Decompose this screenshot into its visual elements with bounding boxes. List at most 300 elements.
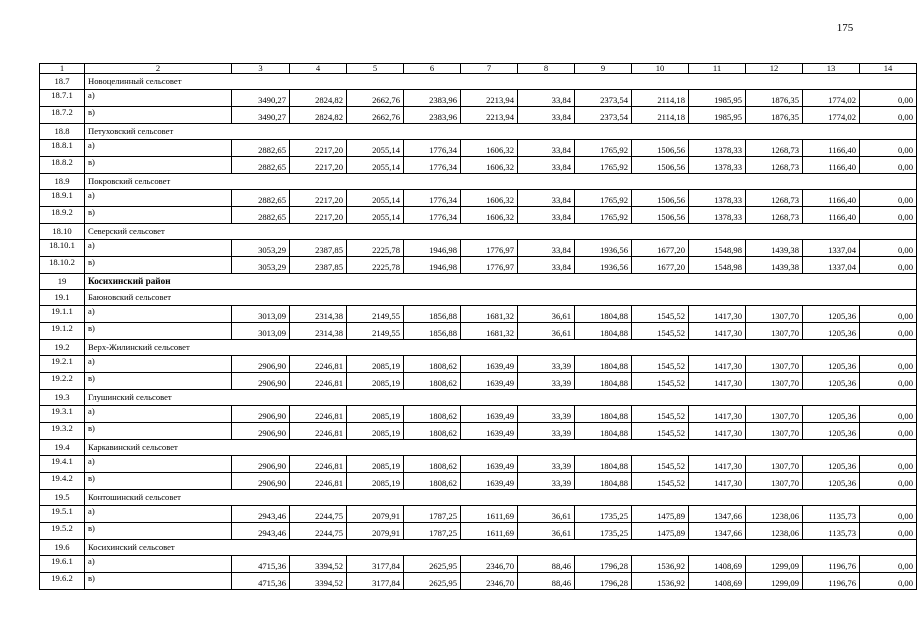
value-cell: 1536,92 xyxy=(632,556,689,573)
value-cell: 2225,78 xyxy=(347,240,404,257)
value-cell: 1735,25 xyxy=(575,506,632,523)
value-cell: 2085,19 xyxy=(347,423,404,440)
value-cell: 1774,02 xyxy=(803,90,860,107)
value-cell: 1205,36 xyxy=(803,473,860,490)
section-row xyxy=(40,290,917,306)
value-cell: 1378,33 xyxy=(689,140,746,157)
value-cell: 1606,32 xyxy=(461,157,518,174)
value-cell: 2662,76 xyxy=(347,107,404,124)
value-cell: 1205,36 xyxy=(803,306,860,323)
value-cell: 2943,46 xyxy=(232,506,290,523)
value-cell: 2114,18 xyxy=(632,107,689,124)
section-row xyxy=(40,390,917,406)
row-code: 19.3.2 xyxy=(40,423,85,440)
table-row xyxy=(40,240,917,257)
value-cell: 1611,69 xyxy=(461,506,518,523)
value-cell: 1166,40 xyxy=(803,157,860,174)
value-cell: 1408,69 xyxy=(689,556,746,573)
value-cell: 3394,52 xyxy=(290,556,347,573)
value-cell: 0,00 xyxy=(860,356,917,373)
value-cell: 1946,98 xyxy=(404,257,461,274)
value-cell: 0,00 xyxy=(860,373,917,390)
row-label: а) xyxy=(85,306,232,323)
value-cell: 2625,95 xyxy=(404,556,461,573)
row-label: а) xyxy=(85,506,232,523)
value-cell: 1307,70 xyxy=(746,306,803,323)
value-cell: 3013,09 xyxy=(232,323,290,340)
row-code: 19.6.2 xyxy=(40,573,85,590)
value-cell: 2244,75 xyxy=(290,506,347,523)
table-row xyxy=(40,306,917,323)
section-row xyxy=(40,440,917,456)
value-cell: 2217,20 xyxy=(290,207,347,224)
value-cell: 1765,92 xyxy=(575,207,632,224)
section-label: Косихинский район xyxy=(85,274,917,290)
value-cell: 1378,33 xyxy=(689,190,746,207)
table-row xyxy=(40,207,917,224)
value-cell: 2055,14 xyxy=(347,207,404,224)
value-cell: 1417,30 xyxy=(689,456,746,473)
value-cell: 1765,92 xyxy=(575,140,632,157)
value-cell: 1735,25 xyxy=(575,523,632,540)
value-cell: 1337,04 xyxy=(803,240,860,257)
row-code: 18.7 xyxy=(40,74,85,90)
value-cell: 33,84 xyxy=(518,207,575,224)
value-cell: 1808,62 xyxy=(404,356,461,373)
value-cell: 3490,27 xyxy=(232,107,290,124)
row-code: 19.3.1 xyxy=(40,406,85,423)
value-cell: 33,39 xyxy=(518,356,575,373)
value-cell: 1639,49 xyxy=(461,373,518,390)
value-cell: 1796,28 xyxy=(575,573,632,590)
column-header: 7 xyxy=(461,64,518,74)
value-cell: 1307,70 xyxy=(746,356,803,373)
table-row xyxy=(40,107,917,124)
table-row xyxy=(40,190,917,207)
row-label: в) xyxy=(85,257,232,274)
value-cell: 3053,29 xyxy=(232,257,290,274)
value-cell: 1196,76 xyxy=(803,573,860,590)
value-cell: 0,00 xyxy=(860,306,917,323)
row-label: а) xyxy=(85,406,232,423)
value-cell: 1936,56 xyxy=(575,240,632,257)
column-header: 1 xyxy=(40,64,85,74)
row-label: в) xyxy=(85,107,232,124)
value-cell: 2213,94 xyxy=(461,90,518,107)
column-header: 5 xyxy=(347,64,404,74)
section-label: Каркавинский сельсовет xyxy=(85,440,917,456)
value-cell: 36,61 xyxy=(518,523,575,540)
value-cell: 1639,49 xyxy=(461,356,518,373)
column-header: 6 xyxy=(404,64,461,74)
value-cell: 0,00 xyxy=(860,107,917,124)
value-cell: 2943,46 xyxy=(232,523,290,540)
value-cell: 2217,20 xyxy=(290,157,347,174)
value-cell: 0,00 xyxy=(860,90,917,107)
value-cell: 2079,91 xyxy=(347,523,404,540)
value-cell: 1268,73 xyxy=(746,157,803,174)
value-cell: 1639,49 xyxy=(461,423,518,440)
row-label: а) xyxy=(85,356,232,373)
value-cell: 1268,73 xyxy=(746,207,803,224)
section-label: Верх-Жилинский сельсовет xyxy=(85,340,917,356)
section-label: Петуховский сельсовет xyxy=(85,124,917,140)
value-cell: 1268,73 xyxy=(746,190,803,207)
value-cell: 2383,96 xyxy=(404,90,461,107)
row-code: 19.4 xyxy=(40,440,85,456)
value-cell: 0,00 xyxy=(860,257,917,274)
value-cell: 1808,62 xyxy=(404,406,461,423)
row-code: 18.9.1 xyxy=(40,190,85,207)
value-cell: 2662,76 xyxy=(347,90,404,107)
value-cell: 33,84 xyxy=(518,190,575,207)
row-label: в) xyxy=(85,373,232,390)
row-code: 19.5.1 xyxy=(40,506,85,523)
value-cell: 3013,09 xyxy=(232,306,290,323)
header-row xyxy=(40,64,917,74)
table-row xyxy=(40,406,917,423)
value-cell: 1347,66 xyxy=(689,523,746,540)
value-cell: 1307,70 xyxy=(746,473,803,490)
value-cell: 1776,34 xyxy=(404,140,461,157)
value-cell: 3177,84 xyxy=(347,573,404,590)
value-cell: 33,39 xyxy=(518,373,575,390)
value-cell: 1548,98 xyxy=(689,257,746,274)
value-cell: 1417,30 xyxy=(689,306,746,323)
value-cell: 2824,82 xyxy=(290,107,347,124)
row-label: а) xyxy=(85,456,232,473)
value-cell: 1545,52 xyxy=(632,456,689,473)
value-cell: 2085,19 xyxy=(347,456,404,473)
value-cell: 1417,30 xyxy=(689,323,746,340)
table-row xyxy=(40,157,917,174)
value-cell: 1307,70 xyxy=(746,373,803,390)
column-header: 14 xyxy=(860,64,917,74)
value-cell: 1417,30 xyxy=(689,473,746,490)
value-cell: 33,84 xyxy=(518,157,575,174)
row-code: 18.10 xyxy=(40,224,85,240)
value-cell: 1417,30 xyxy=(689,406,746,423)
row-label: а) xyxy=(85,240,232,257)
section-row xyxy=(40,340,917,356)
value-cell: 1856,88 xyxy=(404,306,461,323)
section-row xyxy=(40,224,917,240)
section-label: Северский сельсовет xyxy=(85,224,917,240)
value-cell: 0,00 xyxy=(860,456,917,473)
value-cell: 1548,98 xyxy=(689,240,746,257)
value-cell: 1205,36 xyxy=(803,323,860,340)
column-header: 3 xyxy=(232,64,290,74)
column-header: 13 xyxy=(803,64,860,74)
row-label: в) xyxy=(85,323,232,340)
value-cell: 0,00 xyxy=(860,423,917,440)
value-cell: 1946,98 xyxy=(404,240,461,257)
value-cell: 2246,81 xyxy=(290,373,347,390)
value-cell: 1787,25 xyxy=(404,523,461,540)
value-cell: 1774,02 xyxy=(803,107,860,124)
row-label: в) xyxy=(85,523,232,540)
value-cell: 1606,32 xyxy=(461,190,518,207)
value-cell: 1876,35 xyxy=(746,90,803,107)
value-cell: 1776,97 xyxy=(461,240,518,257)
value-cell: 1536,92 xyxy=(632,573,689,590)
row-label: а) xyxy=(85,90,232,107)
table-row xyxy=(40,456,917,473)
data-table xyxy=(39,63,917,590)
value-cell: 2246,81 xyxy=(290,423,347,440)
value-cell: 1205,36 xyxy=(803,356,860,373)
column-header: 2 xyxy=(85,64,232,74)
value-cell: 1804,88 xyxy=(575,323,632,340)
section-row xyxy=(40,74,917,90)
value-cell: 0,00 xyxy=(860,140,917,157)
value-cell: 1804,88 xyxy=(575,373,632,390)
value-cell: 2906,90 xyxy=(232,456,290,473)
value-cell: 2246,81 xyxy=(290,473,347,490)
value-cell: 1205,36 xyxy=(803,423,860,440)
value-cell: 1804,88 xyxy=(575,473,632,490)
value-cell: 1804,88 xyxy=(575,306,632,323)
value-cell: 33,39 xyxy=(518,406,575,423)
value-cell: 1776,97 xyxy=(461,257,518,274)
value-cell: 1876,35 xyxy=(746,107,803,124)
value-cell: 1765,92 xyxy=(575,190,632,207)
value-cell: 1545,52 xyxy=(632,423,689,440)
row-code: 19.2 xyxy=(40,340,85,356)
section-row xyxy=(40,274,917,290)
value-cell: 33,84 xyxy=(518,257,575,274)
table-row xyxy=(40,356,917,373)
value-cell: 2387,85 xyxy=(290,257,347,274)
row-code: 18.8.1 xyxy=(40,140,85,157)
value-cell: 1166,40 xyxy=(803,207,860,224)
value-cell: 0,00 xyxy=(860,207,917,224)
row-code: 18.10.1 xyxy=(40,240,85,257)
value-cell: 2246,81 xyxy=(290,406,347,423)
value-cell: 1804,88 xyxy=(575,423,632,440)
row-code: 18.7.2 xyxy=(40,107,85,124)
value-cell: 1439,38 xyxy=(746,257,803,274)
row-code: 19.4.1 xyxy=(40,456,85,473)
value-cell: 2055,14 xyxy=(347,190,404,207)
table-row xyxy=(40,506,917,523)
value-cell: 1205,36 xyxy=(803,456,860,473)
value-cell: 2906,90 xyxy=(232,423,290,440)
row-code: 19.5.2 xyxy=(40,523,85,540)
value-cell: 1804,88 xyxy=(575,456,632,473)
value-cell: 1808,62 xyxy=(404,423,461,440)
value-cell: 1408,69 xyxy=(689,573,746,590)
value-cell: 2244,75 xyxy=(290,523,347,540)
section-row xyxy=(40,124,917,140)
value-cell: 1135,73 xyxy=(803,523,860,540)
value-cell: 1506,56 xyxy=(632,190,689,207)
row-code: 19.3 xyxy=(40,390,85,406)
value-cell: 2824,82 xyxy=(290,90,347,107)
section-label: Контошинский сельсовет xyxy=(85,490,917,506)
row-label: в) xyxy=(85,473,232,490)
value-cell: 1475,89 xyxy=(632,506,689,523)
column-header: 11 xyxy=(689,64,746,74)
value-cell: 4715,36 xyxy=(232,573,290,590)
page-number: 175 xyxy=(836,22,854,34)
value-cell: 0,00 xyxy=(860,190,917,207)
value-cell: 1135,73 xyxy=(803,506,860,523)
value-cell: 2149,55 xyxy=(347,323,404,340)
value-cell: 1238,06 xyxy=(746,523,803,540)
value-cell: 2079,91 xyxy=(347,506,404,523)
value-cell: 0,00 xyxy=(860,506,917,523)
value-cell: 1985,95 xyxy=(689,107,746,124)
value-cell: 33,39 xyxy=(518,473,575,490)
value-cell: 1765,92 xyxy=(575,157,632,174)
column-header: 9 xyxy=(575,64,632,74)
value-cell: 2114,18 xyxy=(632,90,689,107)
row-code: 19.1.1 xyxy=(40,306,85,323)
value-cell: 2225,78 xyxy=(347,257,404,274)
row-label: а) xyxy=(85,140,232,157)
section-label: Глушинский сельсовет xyxy=(85,390,917,406)
value-cell: 33,39 xyxy=(518,423,575,440)
value-cell: 3177,84 xyxy=(347,556,404,573)
table-row xyxy=(40,323,917,340)
value-cell: 2314,38 xyxy=(290,306,347,323)
value-cell: 1299,09 xyxy=(746,573,803,590)
column-header: 10 xyxy=(632,64,689,74)
value-cell: 0,00 xyxy=(860,240,917,257)
value-cell: 1417,30 xyxy=(689,423,746,440)
section-label: Новоцелинный сельсовет xyxy=(85,74,917,90)
row-code: 19.6.1 xyxy=(40,556,85,573)
table-row xyxy=(40,523,917,540)
value-cell: 1545,52 xyxy=(632,356,689,373)
row-code: 19.5 xyxy=(40,490,85,506)
value-cell: 1238,06 xyxy=(746,506,803,523)
value-cell: 1639,49 xyxy=(461,473,518,490)
value-cell: 1681,32 xyxy=(461,323,518,340)
value-cell: 1808,62 xyxy=(404,373,461,390)
row-code: 19.2.2 xyxy=(40,373,85,390)
value-cell: 1545,52 xyxy=(632,306,689,323)
value-cell: 2882,65 xyxy=(232,140,290,157)
value-cell: 1677,20 xyxy=(632,240,689,257)
value-cell: 1337,04 xyxy=(803,257,860,274)
row-code: 19.6 xyxy=(40,540,85,556)
table-row xyxy=(40,90,917,107)
value-cell: 1776,34 xyxy=(404,157,461,174)
value-cell: 2906,90 xyxy=(232,356,290,373)
row-label: в) xyxy=(85,157,232,174)
section-row xyxy=(40,540,917,556)
table-row xyxy=(40,140,917,157)
value-cell: 33,84 xyxy=(518,140,575,157)
row-code: 19.1.2 xyxy=(40,323,85,340)
value-cell: 2217,20 xyxy=(290,190,347,207)
value-cell: 33,39 xyxy=(518,456,575,473)
row-code: 18.7.1 xyxy=(40,90,85,107)
value-cell: 1417,30 xyxy=(689,373,746,390)
value-cell: 3053,29 xyxy=(232,240,290,257)
value-cell: 1639,49 xyxy=(461,456,518,473)
value-cell: 1639,49 xyxy=(461,406,518,423)
value-cell: 1307,70 xyxy=(746,456,803,473)
value-cell: 2906,90 xyxy=(232,473,290,490)
value-cell: 2625,95 xyxy=(404,573,461,590)
value-cell: 2882,65 xyxy=(232,157,290,174)
value-cell: 1804,88 xyxy=(575,406,632,423)
value-cell: 0,00 xyxy=(860,523,917,540)
value-cell: 1268,73 xyxy=(746,140,803,157)
value-cell: 0,00 xyxy=(860,573,917,590)
value-cell: 0,00 xyxy=(860,323,917,340)
value-cell: 2149,55 xyxy=(347,306,404,323)
value-cell: 1166,40 xyxy=(803,140,860,157)
value-cell: 2217,20 xyxy=(290,140,347,157)
value-cell: 1307,70 xyxy=(746,406,803,423)
value-cell: 1856,88 xyxy=(404,323,461,340)
table-row xyxy=(40,473,917,490)
row-code: 19.2.1 xyxy=(40,356,85,373)
value-cell: 1307,70 xyxy=(746,323,803,340)
row-label: а) xyxy=(85,190,232,207)
value-cell: 1545,52 xyxy=(632,373,689,390)
value-cell: 3394,52 xyxy=(290,573,347,590)
value-cell: 1378,33 xyxy=(689,157,746,174)
row-label: в) xyxy=(85,573,232,590)
value-cell: 88,46 xyxy=(518,556,575,573)
value-cell: 1196,76 xyxy=(803,556,860,573)
row-code: 18.8.2 xyxy=(40,157,85,174)
table-row xyxy=(40,257,917,274)
value-cell: 1506,56 xyxy=(632,140,689,157)
row-code: 18.10.2 xyxy=(40,257,85,274)
value-cell: 1506,56 xyxy=(632,207,689,224)
value-cell: 36,61 xyxy=(518,306,575,323)
value-cell: 1166,40 xyxy=(803,190,860,207)
value-cell: 2246,81 xyxy=(290,356,347,373)
section-label: Покровский сельсовет xyxy=(85,174,917,190)
column-header: 12 xyxy=(746,64,803,74)
row-label: в) xyxy=(85,423,232,440)
value-cell: 1804,88 xyxy=(575,356,632,373)
value-cell: 2373,54 xyxy=(575,107,632,124)
table-row xyxy=(40,423,917,440)
value-cell: 1776,34 xyxy=(404,190,461,207)
value-cell: 1606,32 xyxy=(461,140,518,157)
value-cell: 33,84 xyxy=(518,90,575,107)
value-cell: 1307,70 xyxy=(746,423,803,440)
section-row xyxy=(40,490,917,506)
value-cell: 1936,56 xyxy=(575,257,632,274)
value-cell: 1417,30 xyxy=(689,356,746,373)
column-header: 4 xyxy=(290,64,347,74)
row-code: 19 xyxy=(40,274,85,290)
value-cell: 2213,94 xyxy=(461,107,518,124)
value-cell: 2906,90 xyxy=(232,406,290,423)
value-cell: 1545,52 xyxy=(632,473,689,490)
value-cell: 0,00 xyxy=(860,473,917,490)
value-cell: 2882,65 xyxy=(232,190,290,207)
value-cell: 2383,96 xyxy=(404,107,461,124)
value-cell: 88,46 xyxy=(518,573,575,590)
value-cell: 4715,36 xyxy=(232,556,290,573)
value-cell: 1475,89 xyxy=(632,523,689,540)
value-cell: 33,84 xyxy=(518,240,575,257)
value-cell: 1347,66 xyxy=(689,506,746,523)
row-code: 18.9 xyxy=(40,174,85,190)
value-cell: 1787,25 xyxy=(404,506,461,523)
value-cell: 1439,38 xyxy=(746,240,803,257)
